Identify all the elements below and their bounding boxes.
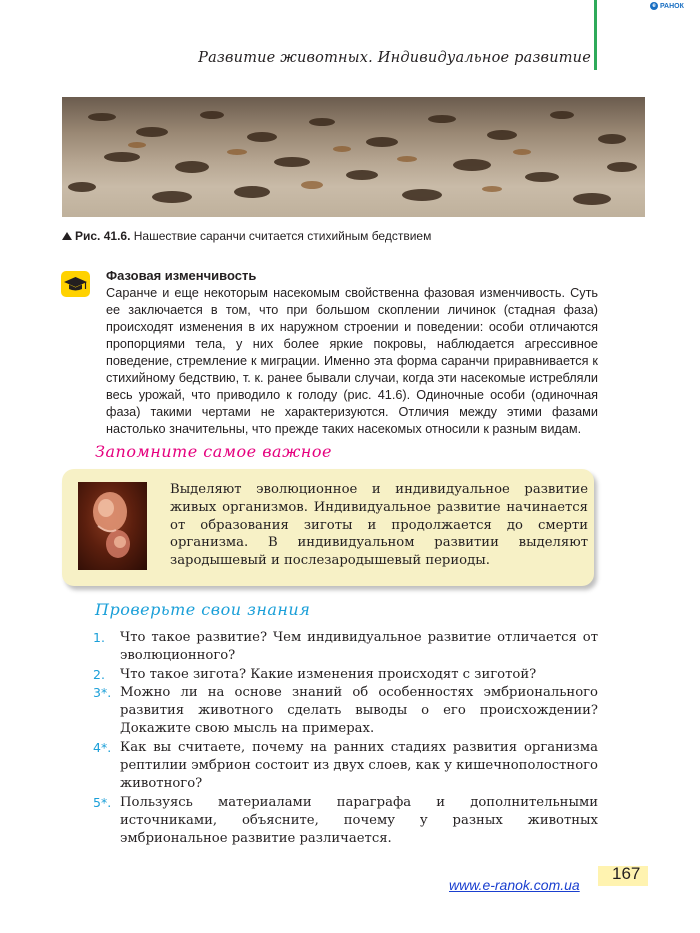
question-item [93,629,598,665]
remember-heading: Запомните самое важное [95,442,332,461]
figure-label: Рис. 41.6. [75,229,131,243]
question-number: 5*. [93,795,112,810]
green-edge-bar [594,0,597,70]
question-text: Как вы считаете, почему на ранних стадиях развития организма рептилии эмбрион состоит из двух слоев, как у кишечнополостного животного? [120,740,598,791]
question-number: 3*. [93,685,112,700]
question-text: Пользуясь материалами параграфа и дополнительными источниками, объясните, почему у разных животных эмбриональное развитие различается. [120,795,598,846]
embryo-photo [78,482,147,570]
page-number: 167 [612,864,641,883]
question-item [93,794,598,848]
graduation-cap-icon [61,271,90,297]
locust-swarm-photo [62,97,645,217]
question-item [93,739,598,793]
question-number: 2. [93,667,105,682]
question-text: Что такое развитие? Чем индивидуальное развитие отличается от эволюционного? [120,630,598,663]
triangle-marker-icon [62,232,72,240]
question-item [93,684,598,738]
question-number: 1. [93,630,105,645]
check-heading: Проверьте свои знания [95,600,311,619]
publisher-logo: e РАНОК [650,2,684,10]
section-body: Саранче и еще некоторым насекомым свойственна фазовая изменчивость. Суть ее заключается в том, что при большом скоплении личинок (стадная фаза) происходят изменения в их наружном строении и поведении: особи отличаются пропорциями тела, у них более яркие покровы, наблюдается агрессивное поведение, стремление к миграции. Именно эта форма саранчи приравнивается к стихийному бедствию, т. к. ранее бывали случаи, когда эти насекомые истребляли весь урожай, что приводило к голоду (рис. 41.6). Одиночные особи (одиночная фаза) такими чертами не характеризуются. Отличия между этими фазами настолько значительны, что прежде таких насекомых относили к разным видам. [106,286,598,436]
figure-caption [62,229,431,243]
summary-text: Выделяют эволюционное и индивидуальное развитие живых организмов. Индивидуальное развитие начинается от образования зиготы и продолжается до смерти организма. В индивидуальном развитии выделяют зародышевый и послезародышевый периоды. [170,482,588,569]
question-text: Что такое зигота? Какие изменения происходят с зиготой? [120,667,537,682]
running-head: Развитие животных. Индивидуальное развитие [198,50,591,66]
figure-caption-text: Нашествие саранчи считается стихийным бедствием [133,229,432,243]
publisher-logo-icon: e [650,2,658,10]
question-number: 4*. [93,740,112,755]
publisher-site-link[interactable]: www.e-ranok.com.ua [449,877,580,893]
question-text: Можно ли на основе знаний об особенностях эмбрионального развития животного сделать выводы о его происхождении? Докажите свою мысль на примерах. [120,685,598,736]
question-item [93,666,598,684]
section-title: Фазовая изменчивость [106,268,257,283]
